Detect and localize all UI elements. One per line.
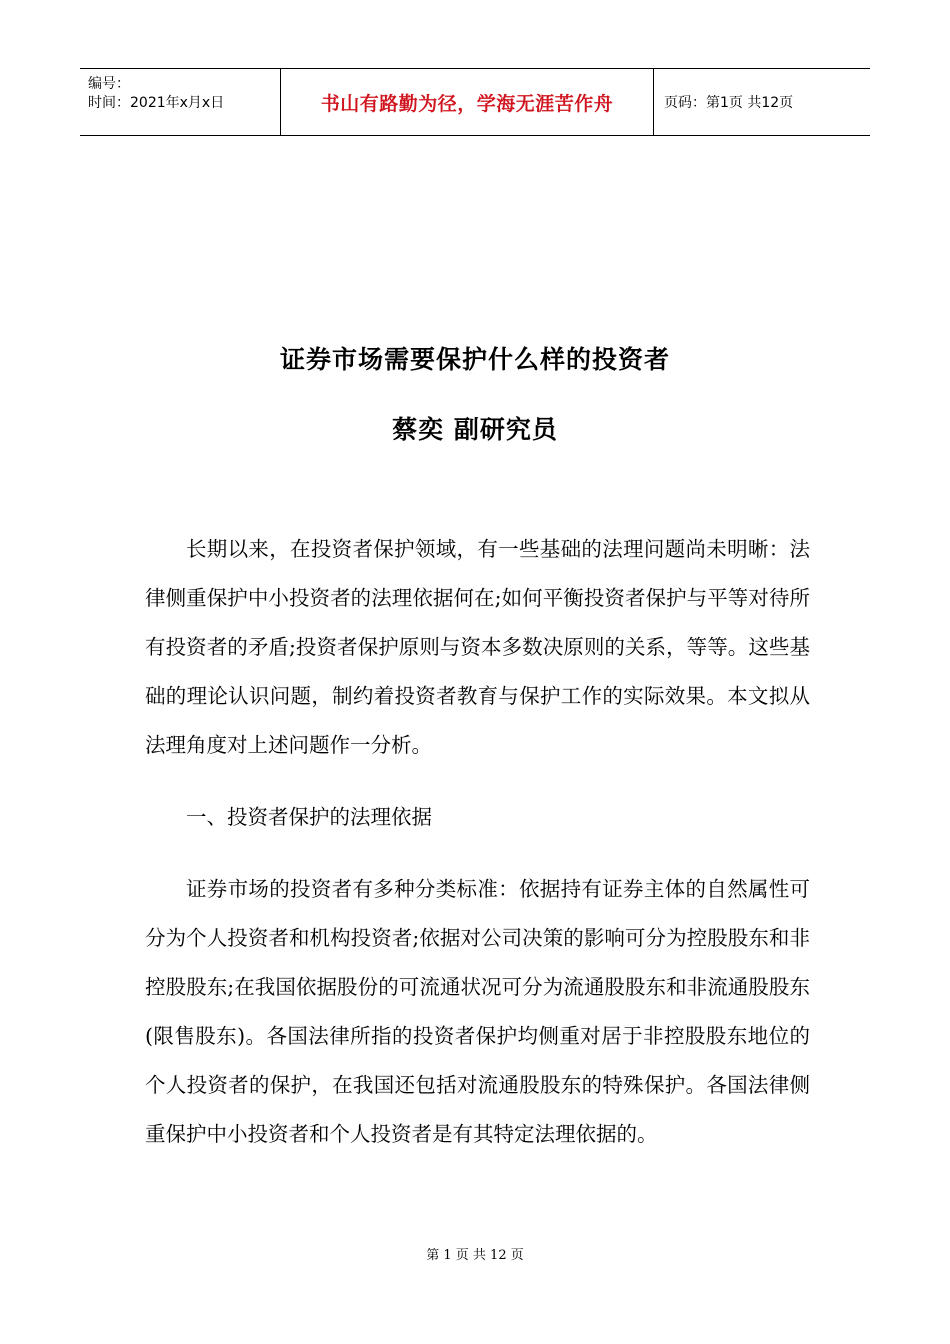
header-meta-cell <box>80 69 281 135</box>
page-footer: 第 1 页 共 12 页 <box>426 1248 524 1263</box>
body-paragraph: 证券市场的投资者有多种分类标准：依据持有证券主体的自然属性可分为个人投资者和机构投资者;依据对公司决策的影响可分为控股股东和非控股股东;在我国依据股份的可流通状况可分为流通股股东和非流通股股东(限售股东)。各国法律所指的投资者保护均侧重对居于非控股股东地位的个人投资者的保护，在我国还包括对流通股股东的特殊保护。各国法律侧重保护中小投资者和个人投资者是有其特定法理依据的。 <box>145 877 810 1146</box>
header-page-info: 页码：第1页 共12页 <box>664 95 794 111</box>
section-heading: 一、投资者保护的法理依据 <box>186 805 432 829</box>
header-table <box>80 68 870 136</box>
body-paragraph: 长期以来，在投资者保护领域，有一些基础的法理问题尚未明晰：法律侧重保护中小投资者的法理依据何在;如何平衡投资者保护与平等对待所有投资者的矛盾;投资者保护原则与资本多数决原则的关系，等等。这些基础的理论认识问题，制约着投资者教育与保护工作的实际效果。本文拟从法理角度对上述问题作一分析。 <box>145 537 810 757</box>
header-motto: 书山有路勤为径，学海无涯苦作舟 <box>281 69 654 135</box>
document-number-label: 编号： <box>88 76 130 92</box>
document-body <box>145 525 810 1182</box>
document-title: 证券市场需要保护什么样的投资者 <box>279 345 670 374</box>
document-author: 蔡奕 副研究员 <box>392 415 558 444</box>
document-time-label: 时间：2021年x月x日 <box>88 95 225 111</box>
